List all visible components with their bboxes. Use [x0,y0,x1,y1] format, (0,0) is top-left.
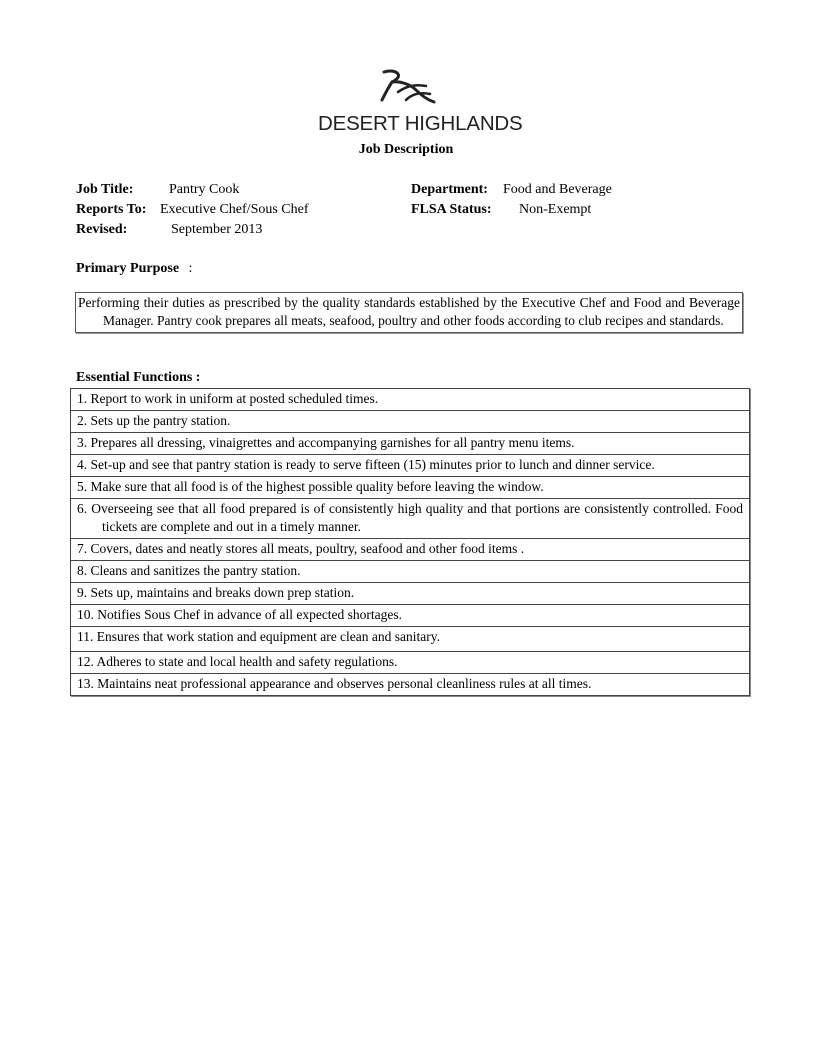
function-item: 5. Make sure that all food is of the highest possible quality before leaving the window. [77,479,544,494]
table-row [71,605,750,627]
essential-functions-table [70,388,750,696]
company-logo [318,68,523,138]
table-row [71,561,750,583]
primary-purpose-colon: : [188,261,193,276]
function-item: 3. Prepares all dressing, vinaigrettes and accompanying garnishes for all pantry menu items. [77,435,575,450]
table-row [71,583,750,605]
function-item: 6. Overseeing see that all food prepared is of consistently high quality and that portions are consistently controlled. Food tickets are complete and out in a timely manner. [77,501,743,534]
flsa-status-value: Non-Exempt [519,202,592,217]
function-item: 2. Sets up the pantry station. [77,413,231,428]
function-item: 13. Maintains neat professional appearance and observes personal cleanliness rules at all times. [77,676,592,691]
reports-to-label: Reports To: [76,202,147,217]
table-row [71,674,750,696]
table-row [71,627,750,652]
essential-functions-heading: Essential Functions : [76,370,201,385]
function-item: 8. Cleans and sanitizes the pantry station. [77,563,301,578]
logo-wordmark: DESERT HIGHLANDS [318,112,523,135]
primary-purpose-text: Performing their duties as prescribed by the quality standards established by the Executive Chef and Food and Beverage Manager. Pantry cook prepares all meats, seafood, poultry and other foods according to club recipes and standards. [75,292,743,333]
reports-to-value: Executive Chef/Sous Chef [160,202,309,217]
job-title-label: Job Title: [76,182,134,197]
revised-label: Revised: [76,222,128,237]
revised-value: September 2013 [171,222,263,237]
function-item: 4. Set-up and see that pantry station is ready to serve fifteen (15) minutes prior to lunch and dinner service. [77,457,655,472]
document-title: Job Description [358,142,454,157]
department-value: Food and Beverage [503,182,612,197]
job-title-value: Pantry Cook [169,182,240,197]
function-item: 10. Notifies Sous Chef in advance of all expected shortages. [77,607,403,622]
table-row [71,652,750,674]
department-label: Department: [411,182,488,197]
primary-purpose-heading [76,261,192,277]
table-row [71,389,750,411]
mountain-swoosh-icon [376,68,446,108]
table-row [71,433,750,455]
primary-purpose-heading-text: Primary Purpose [76,261,180,276]
function-item: 12. Adheres to state and local health and safety regulations. [77,654,398,669]
table-row [71,539,750,561]
function-item: 7. Covers, dates and neatly stores all meats, poultry, seafood and other food items . [77,541,525,556]
table-row [71,499,750,539]
table-row [71,455,750,477]
function-item: 11. Ensures that work station and equipment are clean and sanitary. [77,629,441,644]
table-row [71,411,750,433]
table-row [71,477,750,499]
function-item: 1. Report to work in uniform at posted scheduled times. [77,391,379,406]
function-item: 9. Sets up, maintains and breaks down prep station. [77,585,355,600]
flsa-status-label: FLSA Status: [411,202,492,217]
